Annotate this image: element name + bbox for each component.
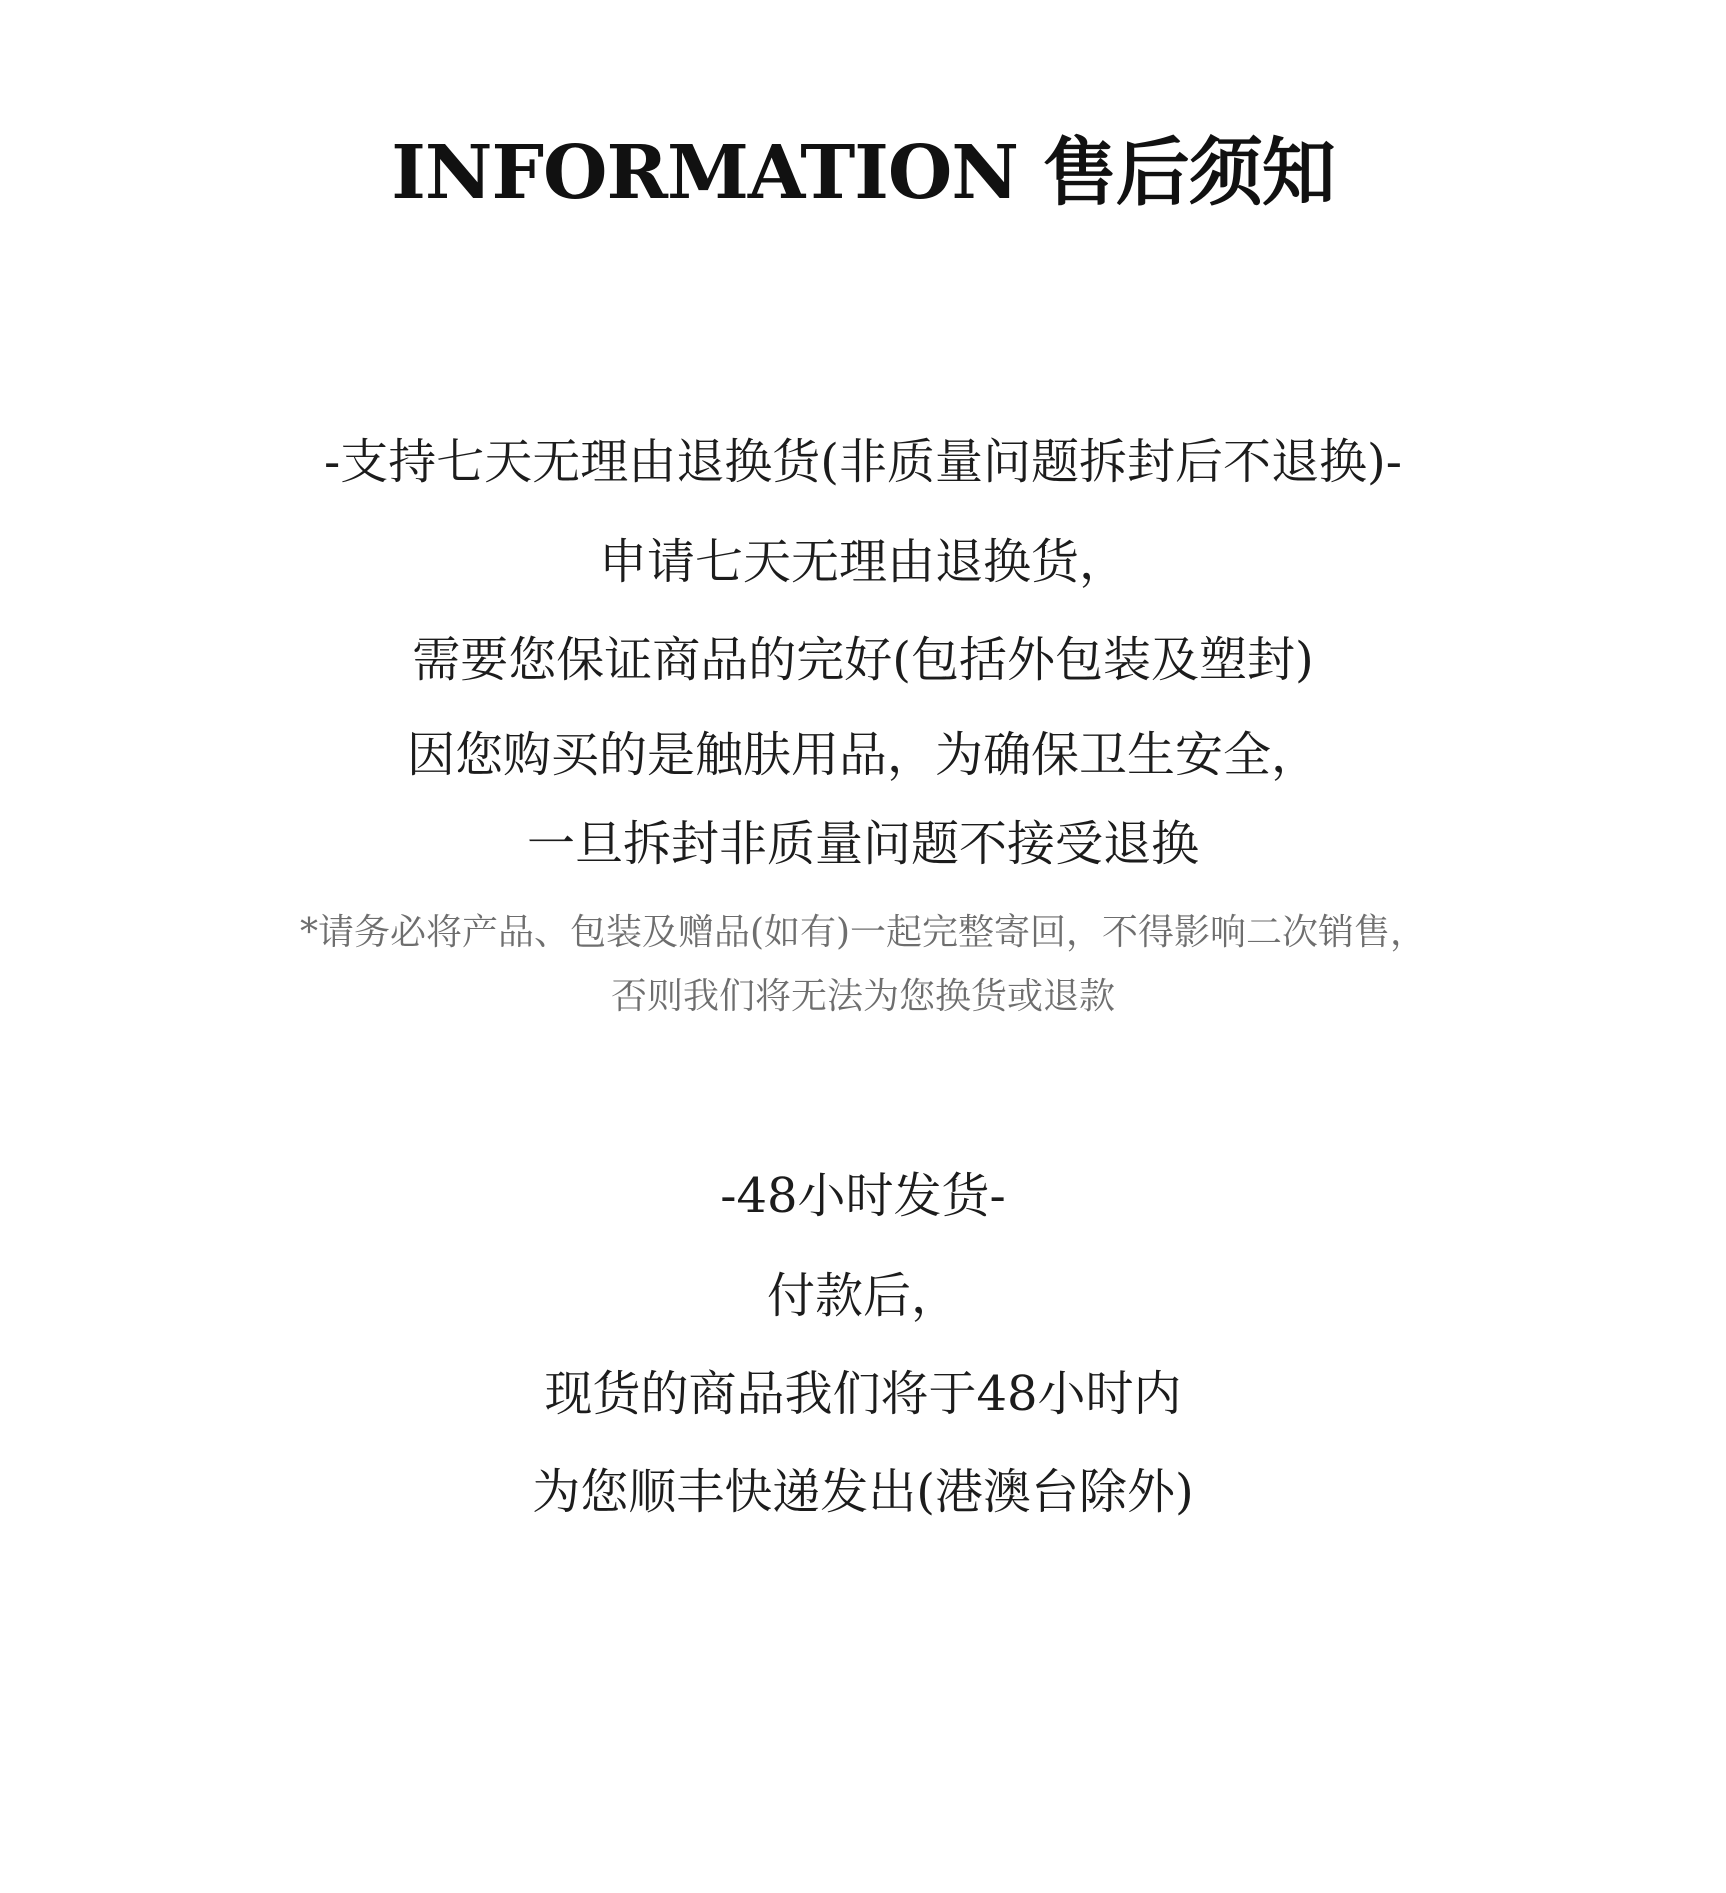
shipping-line-express: 为您顺丰快递发出(港澳台除外) <box>532 1464 1194 1520</box>
returns-line-no-return: 一旦拆封非质量问题不接受退换 <box>526 816 1199 872</box>
page-title: INFORMATION 售后须知 <box>391 130 1335 216</box>
returns-note-line-1: *请务必将产品、包装及赠品(如有)一起完整寄回，不得影响二次销售， <box>299 912 1427 953</box>
returns-line-hygiene: 因您购买的是触肤用品，为确保卫生安全， <box>406 727 1319 783</box>
returns-line-apply: 申请七天无理由退换货， <box>598 534 1127 590</box>
returns-policy-heading: -支持七天无理由退换货(非质量问题拆封后不退换)- <box>324 434 1402 490</box>
shipping-line-after-payment: 付款后， <box>766 1268 959 1324</box>
returns-line-condition: 需要您保证商品的完好(包括外包装及塑封) <box>412 632 1314 688</box>
shipping-line-48-hours: 现货的商品我们将于48小时内 <box>544 1366 1182 1422</box>
returns-note-line-2: 否则我们将无法为您换货或退款 <box>610 976 1115 1017</box>
shipping-heading: -48小时发货- <box>720 1168 1006 1224</box>
